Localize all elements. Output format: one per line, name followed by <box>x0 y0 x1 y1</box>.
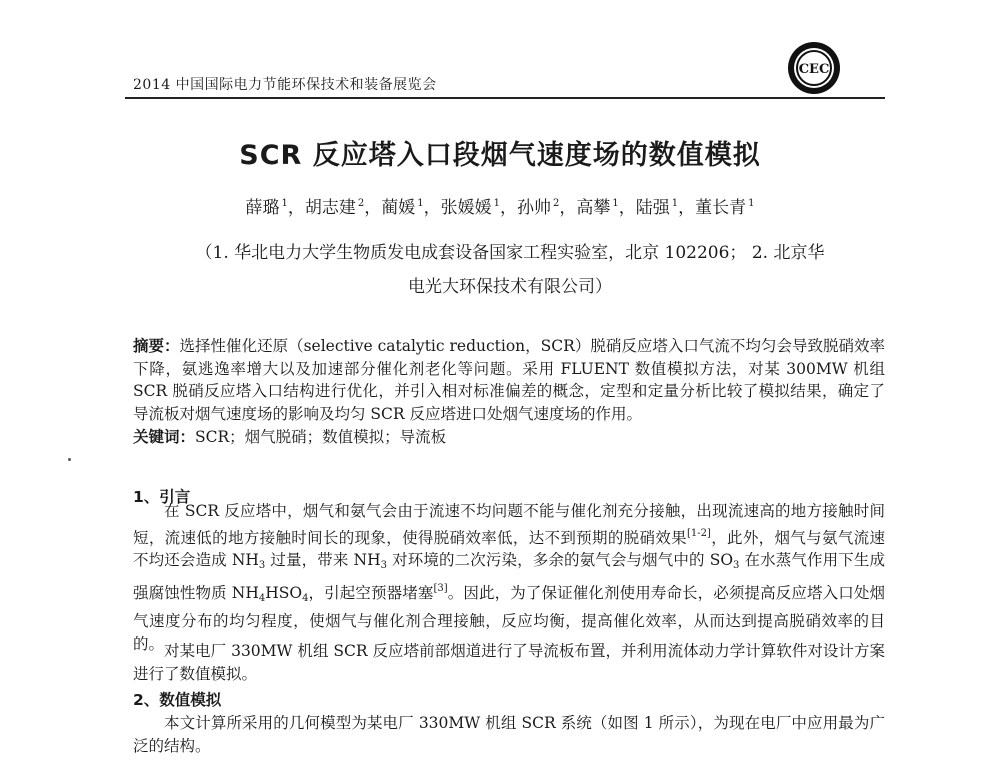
author-separator: ， <box>364 198 382 218</box>
author-name: 薛璐 <box>245 198 280 218</box>
author-affiliation-mark: 1 <box>493 198 500 209</box>
author-affiliation-mark: 2 <box>357 198 365 209</box>
author-affiliation-mark: 1 <box>748 198 755 209</box>
simulation-paragraph-1: 本文计算所采用的几何模型为某电厂 330MW 机组 SCR 系统（如图 1 所示），为现在电厂中应用最为广泛的结构。 <box>133 714 885 755</box>
author-affiliation-mark: 1 <box>281 198 288 209</box>
logo-text: CEC <box>798 62 830 77</box>
keywords <box>133 426 885 449</box>
citation-1-2: [1-2] <box>686 527 711 539</box>
author-separator: ， <box>500 198 517 218</box>
author-list <box>0 193 1000 218</box>
intro-paragraph-1: 在 SCR 反应塔中，烟气和氨气会由于流速不均问题不能与催化剂充分接触，出现流速高的地方接触时间短，流速低的地方接触时间长的现象，使得脱硝效率低，达不到预期的脱硝效果[1-2]，此外，烟气与氨气流速不均还会造成 $NH_3$ 过量，带来 $NH_3$ 对环境的二次污染，多余的氨气会与烟气中的 $SO_3$ 在水蒸气作用下生成强腐蚀性物质 $NH_4HSO_4$，引起空预器堵塞[3]。因此，为了保证催化剂使用寿命长，必须提高反应塔入口处烟气速度分布的均匀程度，使烟气与催化剂合理接触，反应均衡，提高催化效率，从而达到提高脱硝效率的目的。 <box>133 502 885 653</box>
author-name: 张媛媛 <box>440 198 492 218</box>
abstract-text: 选择性催化还原（selective catalytic reduction，SCR）脱硝反应塔入口气流不均匀会导致脱硝效率下降，氨逃逸率增大以及加速部分催化剂老化等问题。采用 FLUENT 数值模拟方法，对某 300MW 机组 SCR 脱硝反应塔入口结构进行优化，并引入相对标准偏差的概念，定型和定量分析比较了模拟结果，确定了导流板对烟气速度场的影响及均匀 SCR 反应塔进口处烟气速度场的作用。 <box>133 337 885 423</box>
author-name: 陆强 <box>635 198 670 218</box>
author-affiliation-mark: 1 <box>612 198 619 209</box>
author-name: 董长青 <box>695 198 747 218</box>
author-name: 高攀 <box>576 198 611 218</box>
paper-title: SCR 反应塔入口段烟气速度场的数值模拟 <box>239 140 761 171</box>
author-separator: ， <box>678 198 696 218</box>
author-affiliation-mark: 1 <box>417 198 424 209</box>
conference-header: 2014 中国国际电力节能环保技术和装备展览会 <box>133 77 437 93</box>
author-name: 蔺媛 <box>381 198 416 218</box>
citation-3: [3] <box>433 582 448 594</box>
author-separator: ， <box>618 198 636 218</box>
author-separator: ， <box>559 198 577 218</box>
scan-speck <box>68 458 71 461</box>
cec-logo-icon <box>786 40 842 96</box>
author-affiliation-mark: 2 <box>553 198 560 209</box>
author-separator: ， <box>423 198 441 218</box>
affiliation-line-2: 电光大环保技术有限公司） <box>408 277 612 297</box>
intro-paragraph-2: 对某电厂 330MW 机组 SCR 反应塔前部烟道进行了导流板布置，并利用流体动力学计算软件对设计方案进行了数值模拟。 <box>133 642 885 683</box>
keywords-text: SCR；烟气脱硝；数值模拟；导流板 <box>195 428 447 446</box>
section-1-heading: 1、引言 <box>133 488 191 506</box>
abstract <box>133 335 885 425</box>
author-affiliation-mark: 1 <box>671 198 679 209</box>
section-2-heading: 2、数值模拟 <box>133 691 222 709</box>
header-divider <box>125 97 885 99</box>
author-name: 胡志建 <box>304 198 356 218</box>
author-separator: ， <box>287 198 305 218</box>
author-name: 孙帅 <box>517 198 551 218</box>
abstract-label: 摘要： <box>133 337 180 355</box>
keywords-label: 关键词： <box>133 428 196 446</box>
affiliation-line-1: （1. 华北电力大学生物质发电成套设备国家工程实验室，北京 102206； 2. 北京华 <box>195 243 825 263</box>
